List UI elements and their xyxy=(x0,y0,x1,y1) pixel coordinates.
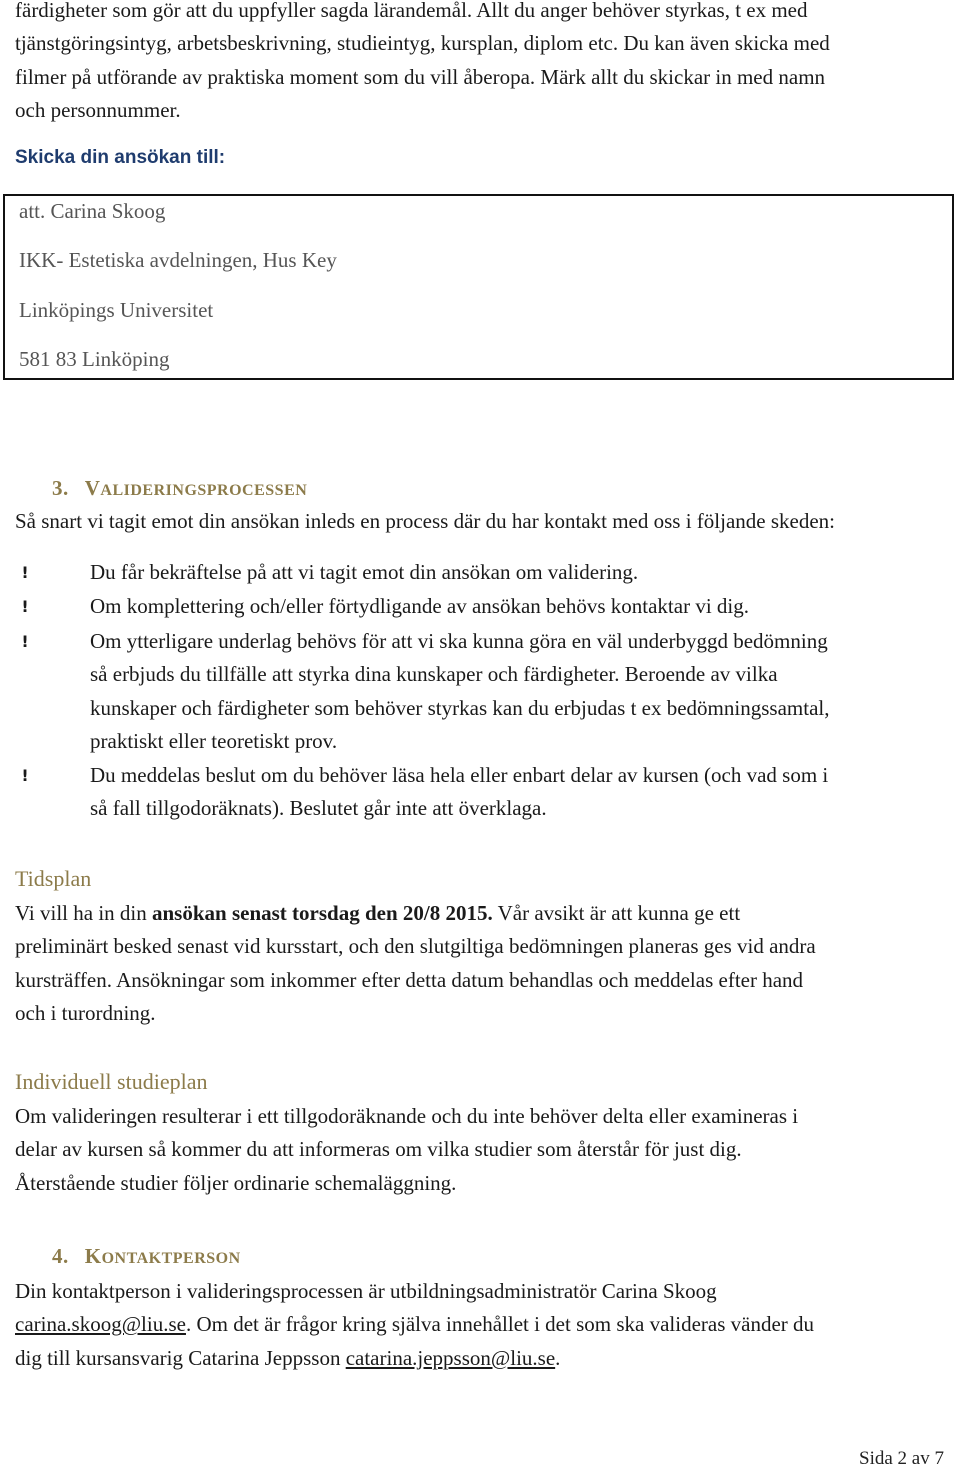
email-link-carina[interactable]: carina.skoog@liu.se xyxy=(15,1312,186,1337)
exclamation-bullet-icon: ! xyxy=(21,597,29,616)
section-4-title-rest: ONTAKTPERSON xyxy=(101,1250,241,1267)
list-item-text xyxy=(90,625,950,759)
tidsplan-line: kursträffen. Ansökningar som inkommer efter detta datum behandlas och meddelas efter hand xyxy=(15,967,804,992)
section-4-title-initial: K xyxy=(84,1244,102,1268)
address-line-4: 581 83 Linköping xyxy=(19,347,170,371)
section-3-title xyxy=(52,476,307,501)
email-link-catarina[interactable]: catarina.jeppsson@liu.se xyxy=(345,1345,556,1370)
list-item-line: Du meddelas beslut om du behöver läsa hela eller enbart delar av kursen (och vad som i xyxy=(90,763,829,787)
intro-line-3: filmer på utförande av praktiska moment som du vill åberopa. Märk allt du skickar in med namn xyxy=(15,64,826,89)
list-item-line: så erbjuds du tillfälle att styrka dina kunskaper och färdigheter. Beroende av vilka xyxy=(90,662,778,687)
section-4-title xyxy=(52,1244,241,1269)
address-line-3: Linköpings Universitet xyxy=(19,298,214,322)
address-line-1: att. Carina Skoog xyxy=(19,199,166,223)
intro-line-1: färdigheter som gör att du uppfyller sagda lärandemål. Allt du anger behöver styrkas, t ex med xyxy=(15,0,808,22)
contact-line: dig till kursansvarig Catarina Jeppsson xyxy=(15,1345,346,1370)
section-3-title-rest: ALIDERINGSPROCESSEN xyxy=(100,482,308,499)
studieplan-paragraph xyxy=(15,1100,950,1200)
contact-paragraph xyxy=(15,1275,950,1375)
tidsplan-line: preliminärt besked senast vid kursstart, och den slutgiltiga bedömningen planeras ges vid andra xyxy=(15,934,816,959)
list-item-text xyxy=(90,759,950,826)
studieplan-line: Om valideringen resulterar i ett tillgodoräknande och du inte behöver delta eller examineras i xyxy=(15,1104,799,1128)
list-item-line: praktiskt eller teoretiskt prov. xyxy=(90,729,338,754)
studieplan-heading: Individuell studieplan xyxy=(15,1069,208,1094)
exclamation-bullet-icon: ! xyxy=(21,563,29,582)
intro-line-4: och personnummer. xyxy=(15,98,181,123)
tidsplan-heading: Tidsplan xyxy=(15,866,92,891)
section-4-number: 4. xyxy=(52,1244,69,1268)
tidsplan-line: och i turordning. xyxy=(15,1001,156,1026)
list-item-line: kunskaper och färdigheter som behöver styrkas kan du erbjudas t ex bedömningssamtal, xyxy=(90,695,830,720)
address-line-2: IKK- Estetiska avdelningen, Hus Key xyxy=(19,248,337,272)
section-3-number: 3. xyxy=(52,476,69,500)
tidsplan-paragraph xyxy=(15,897,950,1031)
tidsplan-text: Vi vill ha in din xyxy=(15,901,152,925)
list-item-text: Om komplettering och/eller förtydligande av ansökan behövs kontaktar vi dig. xyxy=(90,594,749,618)
studieplan-line: Återstående studier följer ordinarie schemaläggning. xyxy=(15,1170,457,1195)
page-number: Sida 2 av 7 xyxy=(859,1448,944,1469)
address-box xyxy=(3,194,954,380)
contact-line: . Om det är frågor kring själva innehållet i det som ska valideras vänder du xyxy=(185,1312,815,1337)
list-item-text: Du får bekräftelse på att vi tagit emot din ansökan om validering. xyxy=(90,560,639,584)
exclamation-bullet-icon: ! xyxy=(21,632,29,651)
section-3-title-initial: V xyxy=(84,476,101,500)
tidsplan-deadline: ansökan senast torsdag den 20/8 2015. xyxy=(151,901,493,925)
contact-line: . xyxy=(555,1345,561,1370)
exclamation-bullet-icon: ! xyxy=(21,766,29,785)
intro-paragraph xyxy=(15,0,950,128)
tidsplan-text: Vår avsikt är att kunna ge ett xyxy=(492,901,741,925)
send-application-heading: Skicka din ansökan till: xyxy=(15,147,226,168)
section-3-intro: Så snart vi tagit emot din ansökan inleds en process där du har kontakt med oss i följande skeden: xyxy=(15,509,835,533)
list-item-line: Om ytterligare underlag behövs för att vi ska kunna göra en väl underbyggd bedömning xyxy=(90,629,828,653)
list-item-line: så fall tillgodoräknats). Beslutet går inte att överklaga. xyxy=(90,796,547,821)
intro-line-2: tjänstgöringsintyg, arbetsbeskrivning, studieintyg, kursplan, diplom etc. Du kan även skicka med xyxy=(15,31,830,56)
contact-line: Din kontaktperson i valideringsprocessen är utbildningsadministratör Carina Skoog xyxy=(15,1279,717,1303)
studieplan-line: delar av kursen så kommer du att informeras om vilka studier som återstår för just dig. xyxy=(15,1137,742,1162)
